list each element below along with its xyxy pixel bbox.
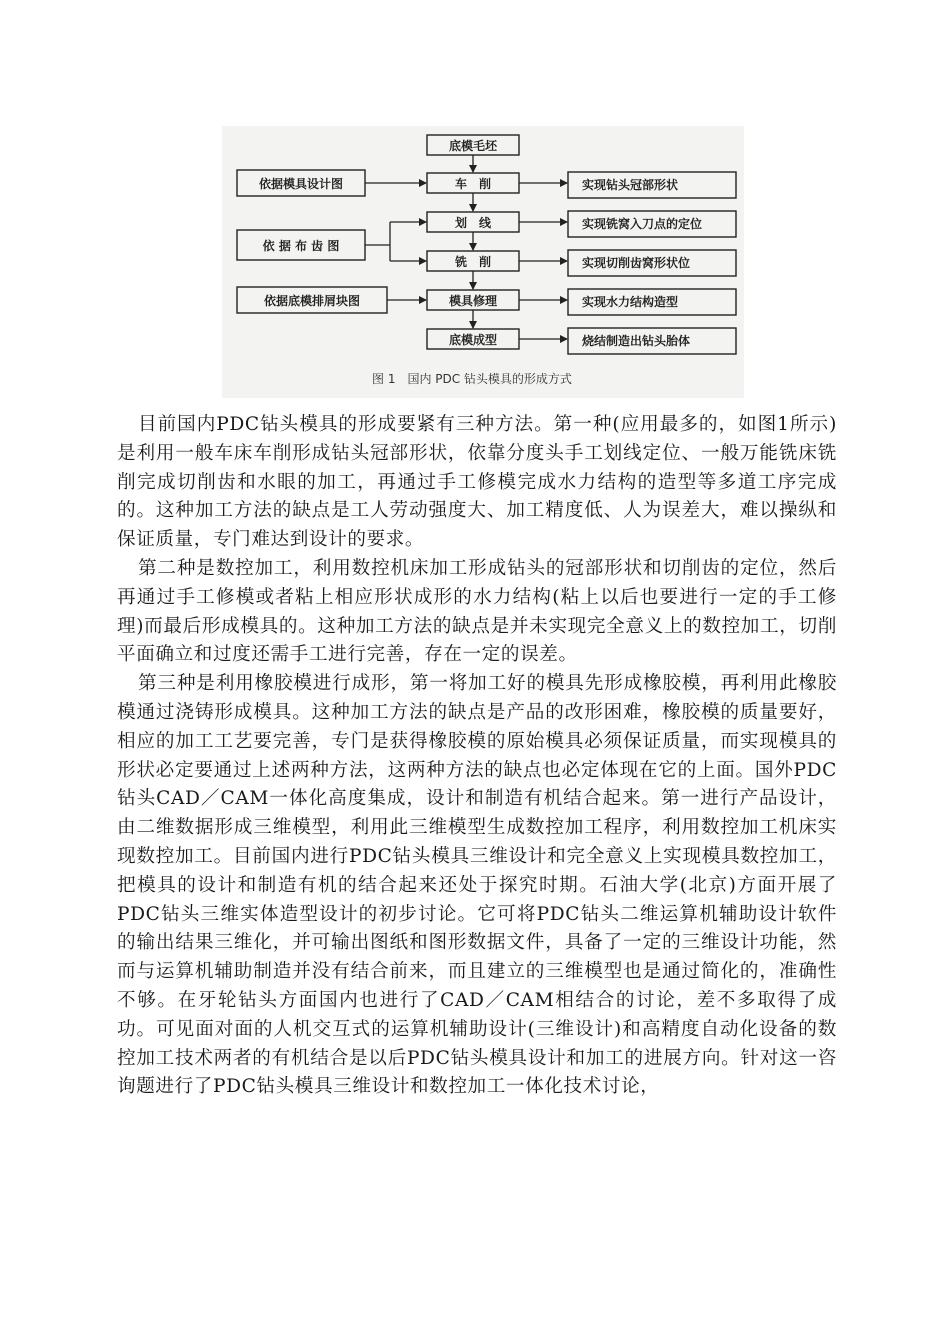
label-design-input: 依据模具设计图 (258, 177, 344, 191)
label-blank: 底模毛坯 (448, 139, 498, 153)
label-milling: 铣 削 (454, 255, 492, 269)
paragraph: 目前国内PDC钻头模具的形成要紧有三种方法。第一种(应用最多的，如图1所示)是利用一般车床车削形成钻头冠部形状，依靠分度头手工划线定位、一般万能铣床铣削完成切削齿和水眼的加工，再通过手工修模完成水力结构的造型等多道工序完成的。这种加工方法的缺点是工人劳动强度大、加工精度低、人为误差大，难以操纵和保证质量，专门难达到设计的要求。 (117, 414, 837, 551)
label-cutter-input: 依据底模排屑块图 (263, 294, 361, 308)
label-out-locate: 实现铣窝入刀点的定位 (582, 217, 703, 231)
paragraph: 第二种是数控加工，利用数控机床加工形成钻头的冠部形状和切削齿的定位，然后再通过手工修模或者粘上相应形状成形的水力结构(粘上以后也要进行一定的手工修理)而最后形成模具的。这种加工方法的缺点是并未实现完全意义上的数控加工，切削平面确立和过度还需手工进行完善，存在一定的误差。 (117, 557, 837, 666)
label-repair: 模具修理 (448, 294, 498, 308)
label-out-hydraulic: 实现水力结构造型 (582, 295, 679, 309)
process-flow-figure (222, 126, 744, 398)
label-forming: 底模成型 (448, 333, 498, 347)
label-out-pocket: 实现切削齿窝形状位 (582, 256, 691, 270)
label-turning: 车 削 (454, 177, 492, 191)
figure-caption: 图 1 国内 PDC 钻头模具的形成方式 (372, 372, 572, 386)
label-out-sinter: 烧结制造出钻头胎体 (582, 334, 691, 348)
flowchart-diagram (222, 126, 744, 398)
label-layout-input: 依 据 布 齿 图 (262, 239, 340, 253)
label-out-crown: 实现钻头冠部形状 (582, 178, 679, 192)
body-text (117, 411, 837, 1102)
label-marking: 划 线 (454, 216, 492, 230)
paragraph: 第三种是利用橡胶模进行成形，第一将加工好的模具先形成橡胶模，再利用此橡胶模通过浇铸形成模具。这种加工方法的缺点是产品的改形困难，橡胶模的质量要好，相应的加工工艺要完善，专门是获得橡胶模的原始模具必须保证质量，而实现模具的形状必定要通过上述两种方法，这两种方法的缺点也必定体现在它的上面。国外PDC钻头CAD／CAM一体化高度集成，设计和制造有机结合起来。第一进行产品设计，由二维数据形成三维模型，利用此三维模型生成数控加工程序，利用数控加工机床实现数控加工。目前国内进行PDC钻头模具三维设计和完全意义上实现模具数控加工，把模具的设计和制造有机的结合起来还处于探究时期。石油大学(北京)方面开展了PDC钻头三维实体造型设计的初步讨论。它可将PDC钻头二维运算机辅助设计软件的输出结果三维化，并可输出图纸和图形数据文件，具备了一定的三维设计功能，然而与运算机辅助制造并没有结合前来，而且建立的三维模型也是通过简化的，准确性不够。在牙轮钻头方面国内也进行了CAD／CAM相结合的讨论，差不多取得了成功。可见面对面的人机交互式的运算机辅助设计(三维设计)和高精度自动化设备的数控加工技术两者的有机结合是以后PDC钻头模具设计和加工的进展方向。针对这一咨询题进行了PDC钻头模具三维设计和数控加工一体化技术讨论， (117, 673, 837, 1098)
